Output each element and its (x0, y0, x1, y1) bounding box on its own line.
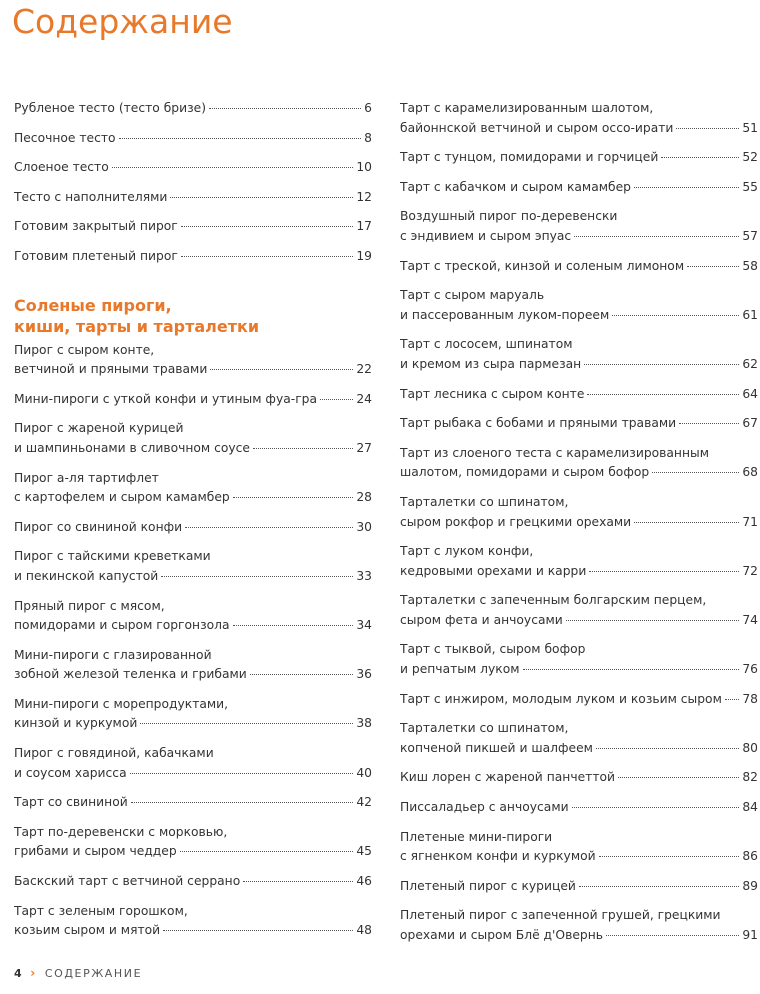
toc-entry-page-number: 71 (742, 514, 758, 529)
toc-entry-title-line: Пирог с тайскими креветками (14, 549, 211, 564)
toc-entry-title-line: ветчиной и пряными травами (14, 362, 208, 377)
toc-entry-page-number: 40 (356, 765, 372, 780)
section-heading-line: Соленые пироги, (14, 295, 172, 315)
dot-leader (233, 496, 354, 498)
toc-entry-page-number: 22 (356, 362, 372, 377)
toc-entry-title-line: и кремом из сыра пармезан (400, 356, 582, 371)
toc-entry-leader-row (400, 178, 758, 198)
dot-leader (181, 225, 354, 227)
toc-entry-page-number: 91 (742, 928, 758, 942)
toc-entry[interactable] (400, 591, 758, 630)
toc-entry-page-number: 84 (742, 800, 758, 815)
toc-entry[interactable] (400, 719, 758, 758)
toc-entry-title-line: Тарт со свининой (14, 795, 128, 810)
toc-entry-leader-row (400, 611, 758, 631)
toc-entry-title-line: кедровыми орехами и карри (400, 563, 587, 578)
toc-entry-leader-row (14, 99, 372, 119)
dot-leader (140, 722, 353, 724)
toc-entry-leader-row (400, 227, 758, 247)
toc-entry-leader-row (14, 390, 372, 410)
toc-entry[interactable] (400, 690, 758, 710)
dot-leader (119, 137, 362, 139)
toc-entry-leader-row (400, 877, 758, 897)
toc-entry[interactable] (14, 188, 372, 208)
toc-entry-title-line: Тарт лесника с сыром конте (400, 386, 585, 401)
dot-leader (253, 447, 353, 449)
toc-entry-page-number: 42 (356, 795, 372, 810)
dot-leader (606, 934, 739, 936)
dot-leader (652, 471, 739, 473)
dot-leader (320, 398, 353, 400)
toc-entry-leader-row (14, 247, 372, 267)
toc-entry-title-line: Пирог с говядиной, кабачками (14, 746, 214, 761)
toc-entry[interactable] (14, 341, 372, 380)
toc-entry-page-number: 78 (742, 691, 758, 706)
dot-leader (130, 772, 354, 774)
dot-leader (250, 673, 354, 675)
dot-leader (634, 521, 739, 523)
toc-entry[interactable] (14, 902, 372, 941)
toc-entry[interactable] (14, 217, 372, 237)
toc-entry-leader-row (400, 306, 758, 326)
toc-entry-page-number: 61 (742, 307, 758, 322)
toc-entry[interactable] (14, 158, 372, 178)
dot-leader (112, 166, 354, 168)
toc-entry[interactable] (14, 823, 372, 862)
toc-entry[interactable] (400, 493, 758, 532)
toc-entry-title-line: Пирог со свининой конфи (14, 519, 183, 534)
dot-leader (687, 265, 739, 267)
toc-entry-title-line: Тарт по-деревенски с морковью, (14, 824, 228, 839)
toc-entry[interactable] (14, 872, 372, 892)
toc-entry-title-line: Тарт с тунцом, помидорами и горчицей (400, 150, 659, 165)
toc-entry-leader-row (14, 188, 372, 208)
toc-entry-page-number: 17 (356, 219, 372, 234)
toc-entry-title-line: Тарт с треской, кинзой и соленым лимоном (400, 258, 685, 273)
toc-entry-leader-row (400, 385, 758, 405)
toc-entry-title-line: Тарт с кабачком и сыром камамбер (400, 179, 631, 194)
toc-entry-leader-row (400, 690, 758, 710)
toc-entry-title-line: Тарт рыбака с бобами и пряными травами (400, 416, 677, 431)
toc-entry-leader-row (400, 463, 758, 483)
toc-entry[interactable] (14, 597, 372, 636)
toc-entry-title-line: сыром рокфор и грецкими орехами (400, 514, 632, 529)
toc-entry[interactable] (14, 469, 372, 508)
dot-leader (180, 850, 354, 852)
toc-entry[interactable] (400, 542, 758, 581)
dot-leader (634, 186, 739, 188)
toc-entry-page-number: 55 (742, 179, 758, 194)
toc-entry-leader-row (14, 158, 372, 178)
toc-entry-page-number: 45 (356, 844, 372, 859)
dot-leader (209, 107, 361, 109)
toc-entry-title-line: Тарт с инжиром, молодым луком и козьим сыром (400, 691, 722, 706)
toc-entry[interactable] (14, 695, 372, 734)
footer-section-label: СОДЕРЖАНИЕ (44, 966, 143, 980)
toc-entry-leader-row (14, 921, 372, 941)
toc-entry-leader-row (400, 562, 758, 582)
toc-entry-page-number: 30 (356, 519, 372, 534)
toc-entry-leader-row (14, 616, 372, 636)
toc-entry-leader-row (400, 768, 758, 788)
toc-entry-leader-row (400, 148, 758, 168)
toc-entry-page-number: 28 (356, 490, 372, 505)
toc-entry-page-number: 19 (356, 248, 372, 263)
toc-entry-page-number: 86 (742, 849, 758, 864)
page-number: 4 (14, 966, 24, 980)
toc-entry-title-line: Тарт с сыром маруаль (400, 288, 545, 303)
toc-entry-leader-row (14, 793, 372, 813)
dot-leader (584, 363, 739, 365)
toc-entry-title-line: и пекинской капустой (14, 568, 159, 583)
toc-entry-page-number: 27 (356, 440, 372, 455)
toc-entry-title-line: Пряный пирог с мясом, (14, 598, 165, 613)
toc-entry-title-line: с эндивием и сыром эпуас (400, 228, 572, 243)
toc-entry[interactable] (400, 385, 758, 405)
toc-entry-leader-row (14, 129, 372, 149)
toc-entry-title-line: копченой пикшей и шалфеем (400, 740, 593, 755)
toc-right-list (400, 99, 758, 946)
toc-entry-title-line: и репчатым луком (400, 662, 520, 677)
toc-savory-list (14, 341, 372, 941)
toc-entry-title-line: Плетеный пирог с запеченной грушей, грецкими (400, 908, 721, 923)
toc-entry-title-line: Тарт с карамелизированным шалотом, (400, 101, 654, 115)
toc-entry[interactable] (400, 877, 758, 897)
toc-entry-page-number: 80 (742, 740, 758, 755)
toc-entry-page-number: 48 (356, 923, 372, 938)
toc-entry-leader-row (400, 257, 758, 277)
toc-entry-title-line: Песочное тесто (14, 130, 116, 145)
toc-entry[interactable] (14, 99, 372, 119)
page-footer (14, 966, 142, 980)
toc-entry-title-line: и соусом харисса (14, 765, 127, 780)
toc-entry[interactable] (400, 906, 758, 945)
toc-entry-title-line: Воздушный пирог по-деревенски (400, 209, 618, 224)
toc-entry-leader-row (14, 567, 372, 587)
toc-entry-page-number: 33 (356, 568, 372, 583)
toc-entry[interactable] (400, 286, 758, 325)
toc-entry-leader-row (14, 665, 372, 685)
toc-entry-title-line: Мини-пироги с морепродуктами, (14, 696, 229, 711)
toc-entry[interactable] (400, 257, 758, 277)
toc-entry-title-line: козьим сыром и мятой (14, 923, 161, 938)
toc-entry-title-line: Баскский тарт с ветчиной серрано (14, 874, 241, 889)
toc-entry-title-line: Плетеные мини-пироги (400, 829, 553, 844)
dot-leader (596, 747, 739, 749)
toc-entry-page-number: 24 (356, 391, 372, 406)
toc-entry[interactable] (400, 444, 758, 483)
toc-entry-title-line: зобной железой теленка и грибами (14, 667, 247, 682)
section-heading-line: киши, тарты и тарталетки (14, 316, 260, 336)
toc-entry-leader-row (14, 488, 372, 508)
toc-entry-leader-row (400, 847, 758, 867)
dot-leader (131, 801, 354, 803)
toc-entry-page-number: 89 (742, 878, 758, 893)
dot-leader (523, 668, 740, 670)
toc-entry-title-line: шалотом, помидорами и сыром бофор (400, 465, 650, 480)
chevron-right-icon: › (30, 966, 37, 980)
toc-entry-page-number: 8 (364, 130, 372, 145)
toc-entry-title-line: Тарталетки со шпинатом, (400, 494, 569, 509)
toc-entry-title-line: Пирог с сыром конте, (14, 342, 155, 357)
toc-entry-leader-row (400, 513, 758, 533)
toc-entry-title-line: Мини-пироги с уткой конфи и утиным фуа-гра (14, 391, 317, 406)
toc-entry-title-line: Тарталетки со шпинатом, (400, 721, 569, 736)
dot-leader (572, 806, 740, 808)
toc-entry-leader-row (400, 414, 758, 434)
toc-entry-title-line: помидорами и сыром горгонзола (14, 618, 230, 633)
toc-entry[interactable] (14, 744, 372, 783)
toc-entry[interactable] (14, 518, 372, 538)
toc-entry[interactable] (400, 148, 758, 168)
page-title: Содержание (12, 2, 233, 41)
toc-entry-title-line: кинзой и куркумой (14, 716, 138, 731)
toc-entry-title-line: грибами и сыром чеддер (14, 844, 177, 859)
toc-left-column (14, 99, 372, 951)
toc-entry-title-line: Тесто с наполнителями (14, 189, 168, 204)
dot-leader (163, 929, 353, 931)
toc-entry-page-number: 34 (356, 618, 372, 633)
toc-entry-page-number: 72 (742, 563, 758, 578)
toc-entry-title-line: сыром фета и анчоусами (400, 612, 563, 627)
toc-entry-title-line: Пирог с жареной курицей (14, 421, 184, 436)
dot-leader (233, 624, 354, 626)
toc-entry-leader-row (400, 355, 758, 375)
toc-entry[interactable] (400, 798, 758, 818)
toc-right-column (400, 99, 758, 956)
toc-entry-title-line: Киш лорен с жареной панчеттой (400, 770, 615, 785)
dot-leader (612, 314, 739, 316)
toc-entry-title-line: Тарталетки с запеченным болгарским перцем, (400, 593, 707, 608)
dot-leader (676, 127, 739, 129)
toc-entry-leader-row (14, 764, 372, 784)
toc-entry-title-line: Тарт из слоеного теста с карамелизированным (400, 445, 710, 460)
toc-entry-leader-row (400, 119, 758, 139)
dot-leader (574, 235, 739, 237)
toc-entry-title-line: Пирог а-ля тартифлет (14, 470, 159, 485)
section-heading (14, 295, 372, 337)
toc-entry-page-number: 74 (742, 612, 758, 627)
toc-entry-page-number: 82 (742, 770, 758, 785)
toc-entry-leader-row (14, 872, 372, 892)
dot-leader (181, 255, 354, 257)
toc-entry-page-number: 46 (356, 874, 372, 889)
toc-entry[interactable] (14, 419, 372, 458)
toc-entry-page-number: 6 (364, 101, 372, 115)
toc-entry-page-number: 38 (356, 716, 372, 731)
toc-entry[interactable] (400, 207, 758, 246)
toc-entry-page-number: 58 (742, 258, 758, 273)
toc-entry-page-number: 76 (742, 662, 758, 677)
toc-entry-leader-row (400, 926, 758, 946)
toc-entry-page-number: 67 (742, 416, 758, 431)
toc-entry[interactable] (14, 390, 372, 410)
toc-entry-title-line: Писсаладьер с анчоусами (400, 800, 569, 815)
toc-entry-page-number: 62 (742, 356, 758, 371)
toc-entry-title-line: Тарт с тыквой, сыром бофор (400, 642, 586, 657)
toc-entry[interactable] (14, 129, 372, 149)
dot-leader (185, 526, 353, 528)
toc-entry-title-line: Готовим закрытый пирог (14, 219, 178, 234)
dot-leader (618, 776, 739, 778)
toc-entry-title-line: Слоеное тесто (14, 160, 109, 175)
toc-entry-leader-row (14, 714, 372, 734)
toc-entry-leader-row (14, 217, 372, 237)
dot-leader (599, 855, 740, 857)
toc-entry-title-line: Готовим плетеный пирог (14, 248, 178, 263)
dot-leader (725, 698, 739, 700)
dot-leader (579, 885, 739, 887)
dot-leader (243, 880, 353, 882)
toc-entry-page-number: 57 (742, 228, 758, 243)
toc-entry-title-line: байоннской ветчиной и сыром оссо-ирати (400, 120, 674, 135)
toc-entry-page-number: 10 (356, 160, 372, 175)
toc-entry-page-number: 36 (356, 667, 372, 682)
toc-entry-leader-row (400, 660, 758, 680)
toc-entry-title-line: Тарт с луком конфи, (400, 544, 534, 559)
toc-entry-leader-row (14, 842, 372, 862)
toc-entry[interactable] (400, 414, 758, 434)
dot-leader (589, 570, 739, 572)
toc-entry-title-line: и шампиньонами в сливочном соусе (14, 440, 251, 455)
toc-entry-page-number: 64 (742, 386, 758, 401)
toc-entry-leader-row (400, 739, 758, 759)
toc-entry-leader-row (14, 439, 372, 459)
toc-entry[interactable] (400, 178, 758, 198)
toc-entry-page-number: 52 (742, 150, 758, 165)
toc-basics-list (14, 99, 372, 267)
toc-entry-page-number: 68 (742, 465, 758, 480)
toc-entry[interactable] (14, 247, 372, 267)
toc-entry-leader-row (14, 518, 372, 538)
toc-entry-title-line: Тарт с лососем, шпинатом (400, 337, 573, 352)
toc-entry-page-number: 51 (742, 120, 758, 135)
toc-entry-title-line: Рубленое тесто (тесто бризе) (14, 101, 206, 115)
toc-entry[interactable] (400, 640, 758, 679)
dot-leader (661, 156, 739, 158)
toc-entry-leader-row (14, 360, 372, 380)
dot-leader (587, 393, 739, 395)
toc-entry-title-line: и пассерованным луком-пореем (400, 307, 610, 322)
toc-entry-leader-row (400, 798, 758, 818)
dot-leader (170, 196, 353, 198)
dot-leader (566, 619, 740, 621)
toc-entry[interactable] (400, 335, 758, 374)
toc-entry-title-line: орехами и сыром Блё д'Овернь (400, 928, 604, 942)
toc-entry[interactable] (14, 793, 372, 813)
toc-entry-page-number: 12 (356, 189, 372, 204)
toc-entry[interactable] (400, 768, 758, 788)
dot-leader (210, 368, 353, 370)
toc-entry[interactable] (400, 99, 758, 138)
toc-entry[interactable] (14, 646, 372, 685)
toc-entry-title-line: Тарт с зеленым горошком, (14, 903, 188, 918)
toc-entry-title-line: Мини-пироги с глазированной (14, 647, 212, 662)
toc-entry-title-line: с картофелем и сыром камамбер (14, 490, 230, 505)
dot-leader (679, 422, 739, 424)
toc-entry-title-line: с ягненком конфи и куркумой (400, 849, 596, 864)
toc-entry[interactable] (14, 547, 372, 586)
toc-entry-title-line: Плетеный пирог с курицей (400, 878, 576, 893)
dot-leader (161, 575, 353, 577)
toc-entry[interactable] (400, 828, 758, 867)
